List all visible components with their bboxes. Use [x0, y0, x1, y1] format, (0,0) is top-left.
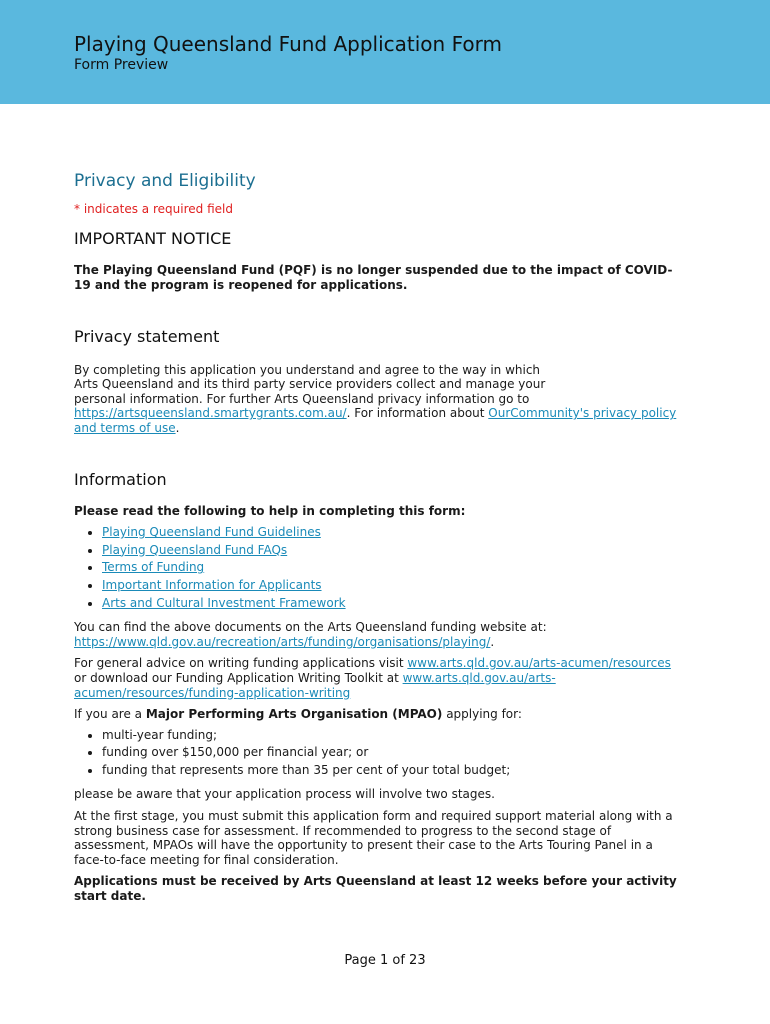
privacy-end: .: [175, 420, 180, 435]
faqs-link[interactable]: Playing Queensland Fund FAQs: [102, 542, 288, 557]
form-title: Playing Queensland Fund Application Form: [74, 32, 502, 56]
required-field-note: * indicates a required field: [74, 202, 233, 216]
deadline-text: Applications must be received by Arts Queensland at least 12 weeks before your activity start date.: [74, 874, 677, 904]
list-item: [102, 524, 684, 542]
investment-framework-link[interactable]: Arts and Cultural Investment Framework: [102, 595, 346, 610]
advice-label-2: or download our Funding Application Writing Toolkit at: [74, 670, 403, 685]
privacy-text: [74, 363, 684, 436]
privacy-heading: Privacy statement: [74, 326, 220, 346]
form-header: [0, 0, 770, 104]
list-item: [102, 559, 684, 577]
notice-text: The Playing Queensland Fund (PQF) is no longer suspended due to the impact of COVID-19 and the program is reopened for applications.: [74, 262, 673, 292]
form-content: [74, 170, 684, 904]
list-item: [102, 577, 684, 595]
mpao-label-2: applying for:: [442, 707, 522, 722]
important-information-link[interactable]: Important Information for Applicants: [102, 577, 322, 592]
writing-toolkit-link[interactable]: www.arts.qld.gov.au/arts-acumen/resources/funding-application-writing: [74, 670, 556, 700]
smartygrants-link[interactable]: https://artsqueensland.smartygrants.com.au/: [74, 406, 347, 421]
terms-of-funding-link[interactable]: Terms of Funding: [102, 560, 205, 575]
find-docs-end: .: [490, 634, 495, 649]
mpao-text: [74, 707, 684, 722]
two-stages-text: please be aware that your application process will involve two stages.: [74, 787, 495, 802]
first-stage-text: At the first stage, you must submit this application form and required support material along with a strong business case for assessment. If recommended to progress to the second stage of assessment, MPAOs will have the opportunity to present their case to the Arts Touring Panel in a face-to-face meeting for final consideration.: [74, 809, 673, 867]
list-item: • multi-year funding;: [102, 727, 684, 745]
find-documents-text: [74, 620, 684, 649]
advice-text: [74, 656, 684, 700]
mpao-bold: Major Performing Arts Organisation (MPAO): [145, 707, 443, 722]
document-links-list: [74, 524, 684, 612]
page-number: Page 1 of 23: [344, 953, 426, 968]
notice-heading: IMPORTANT NOTICE: [74, 228, 232, 248]
guidelines-link[interactable]: Playing Queensland Fund Guidelines: [102, 525, 321, 540]
information-heading: Information: [74, 469, 167, 489]
privacy-between: . For information about: [346, 406, 489, 421]
mpao-label-1: If you are a: [74, 707, 146, 722]
arts-funding-website-link[interactable]: https://www.qld.gov.au/recreation/arts/funding/organisations/playing/: [74, 634, 491, 649]
privacy-line-1: By completing this application you understand and agree to the way in which: [74, 362, 541, 377]
privacy-line-3: personal information. For further Arts Queensland privacy information go to: [74, 391, 530, 406]
list-item: [102, 542, 684, 560]
list-item: • funding over $150,000 per financial year; or: [102, 744, 684, 762]
arts-acumen-resources-link[interactable]: www.arts.qld.gov.au/arts-acumen/resources: [407, 656, 671, 671]
information-intro: Please read the following to help in completing this form:: [74, 503, 466, 518]
list-item: [102, 595, 684, 613]
mpao-criteria-list: [74, 727, 684, 780]
privacy-line-2: Arts Queensland and its third party service providers collect and manage your: [74, 377, 546, 392]
section-title: Privacy and Eligibility: [74, 171, 256, 191]
ourcommunity-privacy-link[interactable]: OurCommunity's privacy policy and terms of use: [74, 406, 677, 435]
advice-label-1: For general advice on writing funding applications visit: [74, 656, 408, 671]
form-subtitle: Form Preview: [74, 57, 169, 73]
list-item: • funding that represents more than 35 per cent of your total budget;: [102, 762, 684, 780]
find-docs-label: You can find the above documents on the Arts Queensland funding website at:: [74, 620, 547, 635]
